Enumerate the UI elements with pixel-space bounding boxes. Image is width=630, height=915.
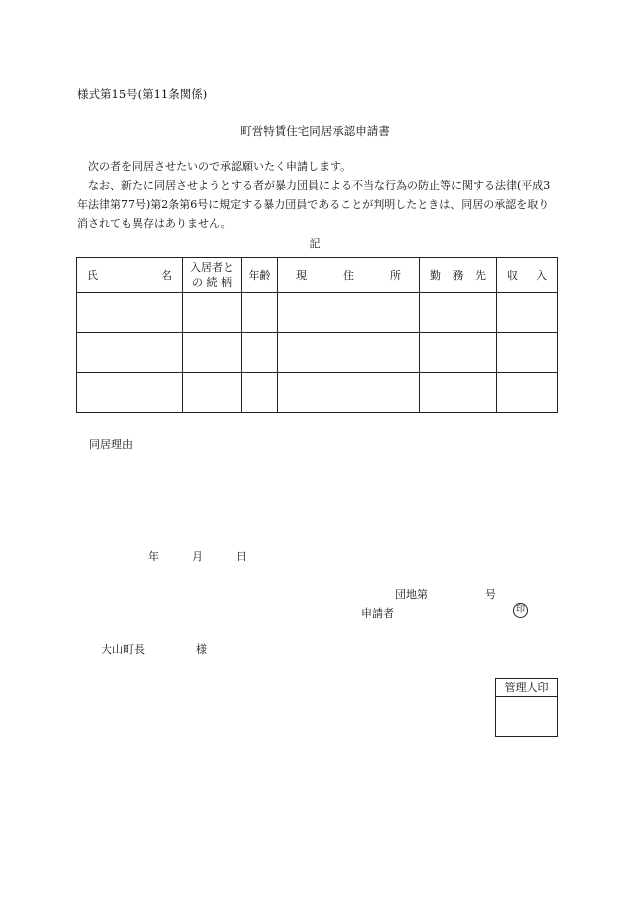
cell-age[interactable] [242, 373, 278, 413]
cell-workplace[interactable] [420, 373, 497, 413]
addressee-honorific: 様 [196, 643, 207, 656]
seal-mark: 印 [513, 603, 528, 618]
manager-seal-box [495, 678, 558, 737]
danchi-prefix: 団地第 [395, 588, 428, 601]
danchi-line [395, 586, 496, 602]
page-title: 町営特賃住宅同居承認申請書 [240, 124, 390, 138]
month-label: 月 [192, 550, 203, 563]
reason-label: 同居理由 [89, 438, 133, 451]
header-income: 収 入 [497, 258, 558, 293]
cell-name[interactable] [77, 333, 183, 373]
cell-age[interactable] [242, 293, 278, 333]
table-row [77, 373, 558, 413]
header-relation: 入居者と の 続 柄 [183, 258, 242, 293]
cell-relation[interactable] [183, 293, 242, 333]
table-header-row [77, 258, 558, 293]
applicant-label: 申請者 [361, 607, 394, 620]
ki-heading: 記 [309, 237, 321, 250]
cell-workplace[interactable] [420, 333, 497, 373]
year-label: 年 [148, 550, 159, 563]
cell-relation[interactable] [183, 373, 242, 413]
cell-address[interactable] [278, 373, 420, 413]
table-row [77, 293, 558, 333]
cell-income[interactable] [497, 293, 558, 333]
header-age: 年齢 [242, 258, 278, 293]
cell-income[interactable] [497, 373, 558, 413]
cell-address[interactable] [278, 333, 420, 373]
danchi-suffix: 号 [485, 588, 496, 601]
header-address: 現 住 所 [278, 258, 420, 293]
header-workplace: 勤 務 先 [420, 258, 497, 293]
cell-income[interactable] [497, 333, 558, 373]
cell-relation[interactable] [183, 333, 242, 373]
manager-seal-label: 管理人印 [496, 679, 557, 697]
addressee-line [101, 641, 207, 657]
date-line [148, 548, 247, 564]
cell-age[interactable] [242, 333, 278, 373]
addressee-name: 大山町長 [101, 643, 145, 656]
day-label: 日 [236, 550, 247, 563]
occupant-table [76, 257, 558, 413]
form-number: 様式第15号(第11条関係) [77, 87, 208, 101]
cell-name[interactable] [77, 293, 183, 333]
table-row [77, 333, 558, 373]
cell-address[interactable] [278, 293, 420, 333]
cell-workplace[interactable] [420, 293, 497, 333]
header-name: 氏 名 [77, 258, 183, 293]
cell-name[interactable] [77, 373, 183, 413]
consent-paragraph: なお、新たに同居させようとする者が暴力団員による不当な行為の防止等に関する法律(平成3年法律第77号)第2条第6号に規定する暴力団員であることが判明したときは、同居の承認を取り消されても異存はありません。 [77, 179, 551, 230]
request-paragraph: 次の者を同居させたいので承認願いたく申請します。 [88, 160, 352, 173]
